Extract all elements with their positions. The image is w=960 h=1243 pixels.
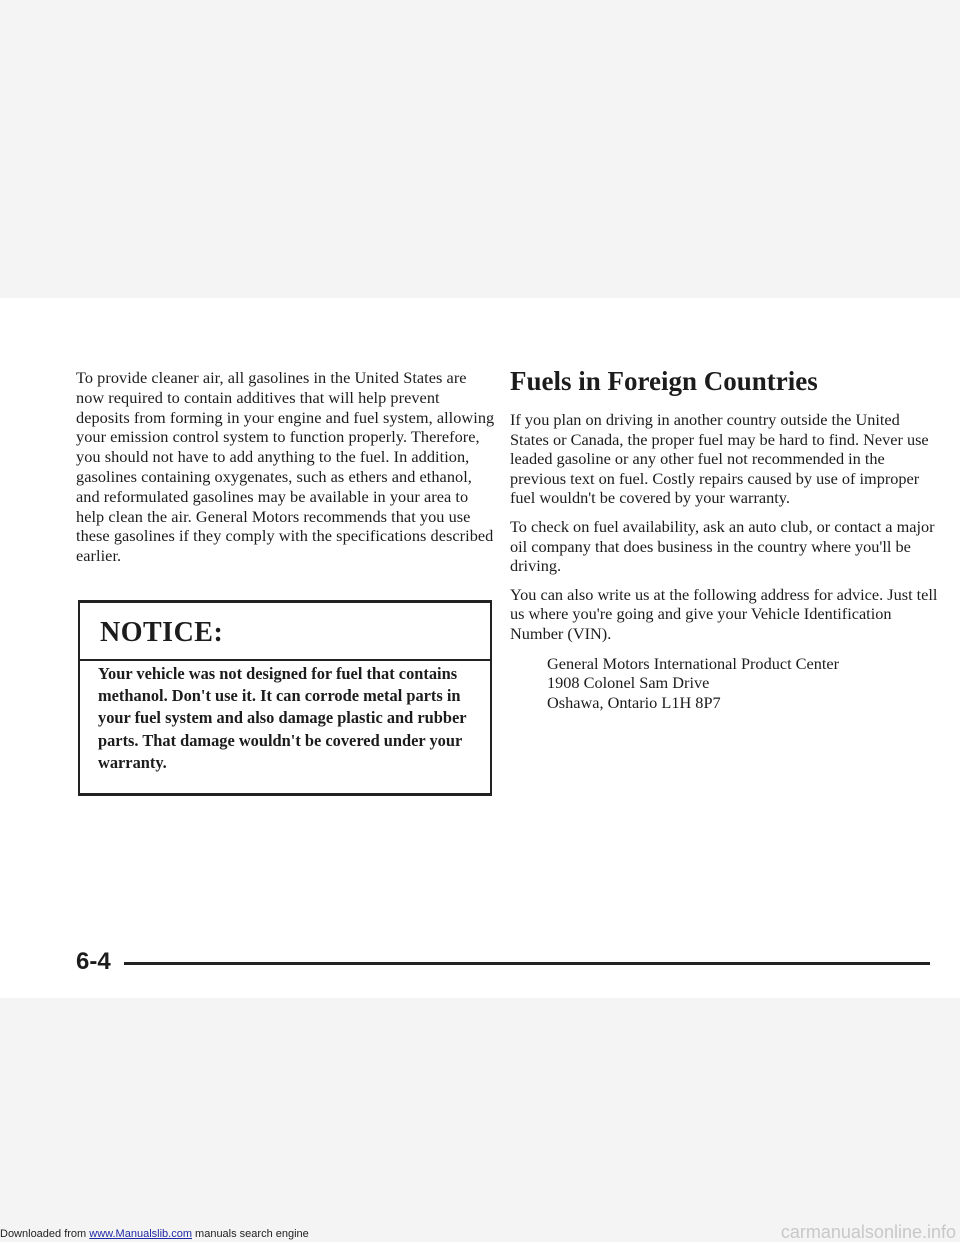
top-margin [0,0,960,298]
footer-rule [124,962,930,965]
right-column [510,364,940,712]
download-credit [0,1228,309,1240]
page-number: 6-4 [76,948,111,975]
availability-paragraph: To check on fuel availability, ask an auto club, or contact a major oil company that does business in the country where you'll be driving. [510,516,935,576]
watermark: carmanualsonline.info [780,1222,956,1242]
address-line: 1908 Colonel Sam Drive [547,673,710,693]
notice-box [78,600,492,796]
address-line: Oshawa, Ontario L1H 8P7 [547,692,721,712]
section-title: Fuels in Foreign Countries [510,366,818,396]
mailing-address [547,654,940,713]
credit-suffix: manuals search engine [191,1228,309,1240]
notice-body: Your vehicle was not designed for fuel that contains methanol. Don't use it. It can corrode metal parts in your fuel system and also damage plastic and rubber parts. That damage wouldn't be covered under your warranty. [98,664,467,772]
foreign-fuel-paragraph: If you plan on driving in another country outside the United States or Canada, the proper fuel may be hard to find. Never use leaded gasoline or any other fuel not recommended in the previous text on fuel. Costly repairs caused by use of improper fuel wouldn't be covered by your warranty. [510,410,929,508]
left-column [76,368,496,566]
bottom-margin [0,998,960,1242]
notice-title: NOTICE: [100,617,224,648]
address-intro-paragraph: You can also write us at the following address for advice. Just tell us where you're going and give your Vehicle Identification Number (VIN). [510,584,938,643]
credit-prefix: Downloaded from [0,1228,90,1240]
gasoline-paragraph: To provide cleaner air, all gasolines in the United States are now required to contain additives that will help prevent deposits from forming in your engine and fuel system, allowing your emission control system to function properly. Therefore, you should not have to add anything to the fuel. In addition, gasolines containing oxygenates, such as ethers and ethanol, and reformulated gasolines may be available in your area to help clean the air. General Motors recommends that you use these gasolines if they comply with the specifications described earlier. [76,368,495,566]
notice-header [80,603,490,661]
address-line: General Motors International Product Center [547,653,840,673]
manualslib-link[interactable]: www.Manualslib.com [89,1228,192,1240]
